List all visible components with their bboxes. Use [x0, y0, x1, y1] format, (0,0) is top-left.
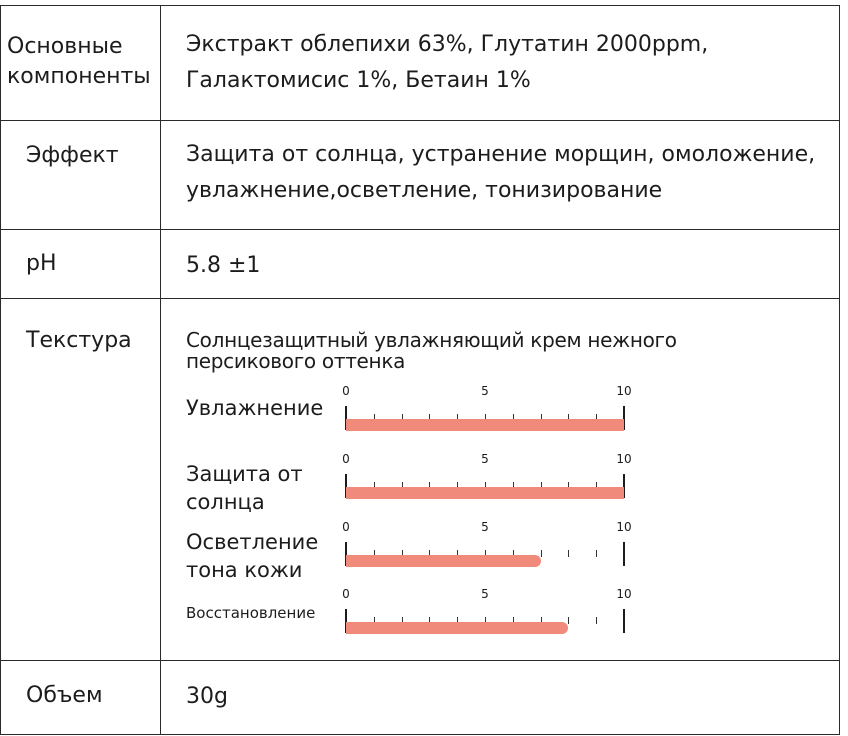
- volume-value: 30g: [186, 684, 228, 709]
- scale-tick: [541, 550, 542, 557]
- scale-restoration: [186, 587, 646, 643]
- scale-tick-label: 0: [342, 384, 350, 398]
- scale-end-line: [623, 609, 625, 633]
- scale-tick-label: 10: [616, 384, 632, 398]
- scale-label: [186, 396, 323, 420]
- scale-tick-label: 0: [342, 452, 350, 466]
- scale-tick-label: 0: [342, 587, 350, 601]
- components-label-line: компоненты: [7, 64, 151, 89]
- column-divider: [160, 5, 161, 735]
- components-value-line: Галактомисис 1%, Бетаин 1%: [186, 68, 531, 93]
- scale-axis: [342, 384, 632, 440]
- effect-value: [186, 137, 815, 209]
- scale-sun-protection: [186, 452, 646, 514]
- scale-tick: [596, 617, 597, 624]
- scale-tick: [568, 550, 569, 557]
- scale-bar: [346, 487, 624, 499]
- components-value: [186, 27, 708, 99]
- scale-label-line: Защита от: [186, 462, 303, 486]
- row-divider: [0, 298, 840, 299]
- scale-axis: [342, 520, 632, 576]
- table-border-top: [0, 5, 840, 6]
- components-label: [7, 32, 151, 92]
- ph-label: pH: [26, 251, 57, 276]
- scale-label: [186, 603, 315, 623]
- scale-bar: [346, 419, 624, 431]
- table-border-left: [0, 5, 1, 735]
- scale-brightening: [186, 520, 646, 582]
- scale-tick: [596, 550, 597, 557]
- texture-value-line: Солнцезащитный увлажняющий крем нежного: [186, 328, 677, 352]
- scale-moisturizing: [186, 384, 646, 440]
- scale-bar: [346, 555, 541, 567]
- components-value-line: Экстракт облепихи 63%, Глутатин 2000ppm,: [186, 32, 709, 57]
- table-border-right: [839, 5, 840, 735]
- scale-tick-label: 10: [616, 452, 632, 466]
- texture-value: [186, 330, 677, 372]
- scale-label-line: Увлажнение: [186, 396, 324, 420]
- volume-label: Объем: [26, 683, 103, 708]
- scale-tick-label: 0: [342, 520, 350, 534]
- scale-axis: [342, 587, 632, 643]
- row-divider: [0, 660, 840, 661]
- scale-label: [186, 528, 318, 584]
- scale-label-line: тона кожи: [186, 558, 303, 582]
- effect-value-line: увлажнение,осветление, тонизирование: [186, 178, 663, 203]
- components-label-line: Основные: [7, 34, 123, 59]
- texture-label: Текстура: [26, 328, 132, 353]
- scale-label-line: солнца: [186, 490, 265, 514]
- effect-label: Эффект: [26, 143, 119, 168]
- scale-axis: [342, 452, 632, 508]
- scale-tick-label: 5: [481, 587, 489, 601]
- row-divider: [0, 229, 840, 230]
- scale-label: [186, 460, 303, 516]
- scale-tick-label: 5: [481, 520, 489, 534]
- texture-value-line: персикового оттенка: [186, 349, 406, 373]
- scale-label-line: Осветление: [186, 530, 319, 554]
- scale-tick-label: 10: [616, 587, 632, 601]
- scale-tick-label: 5: [481, 384, 489, 398]
- scale-label-line: Восстановление: [186, 604, 316, 622]
- table-border-bottom: [0, 734, 840, 735]
- scale-tick: [568, 617, 569, 624]
- row-divider: [0, 120, 840, 121]
- product-spec-table: [0, 5, 840, 735]
- scale-bar: [346, 622, 568, 634]
- scale-tick-label: 5: [481, 452, 489, 466]
- scale-end-line: [623, 542, 625, 566]
- effect-value-line: Защита от солнца, устранение морщин, омоложение,: [186, 142, 816, 167]
- ph-value: 5.8 ±1: [186, 253, 261, 278]
- scale-tick-label: 10: [616, 520, 632, 534]
